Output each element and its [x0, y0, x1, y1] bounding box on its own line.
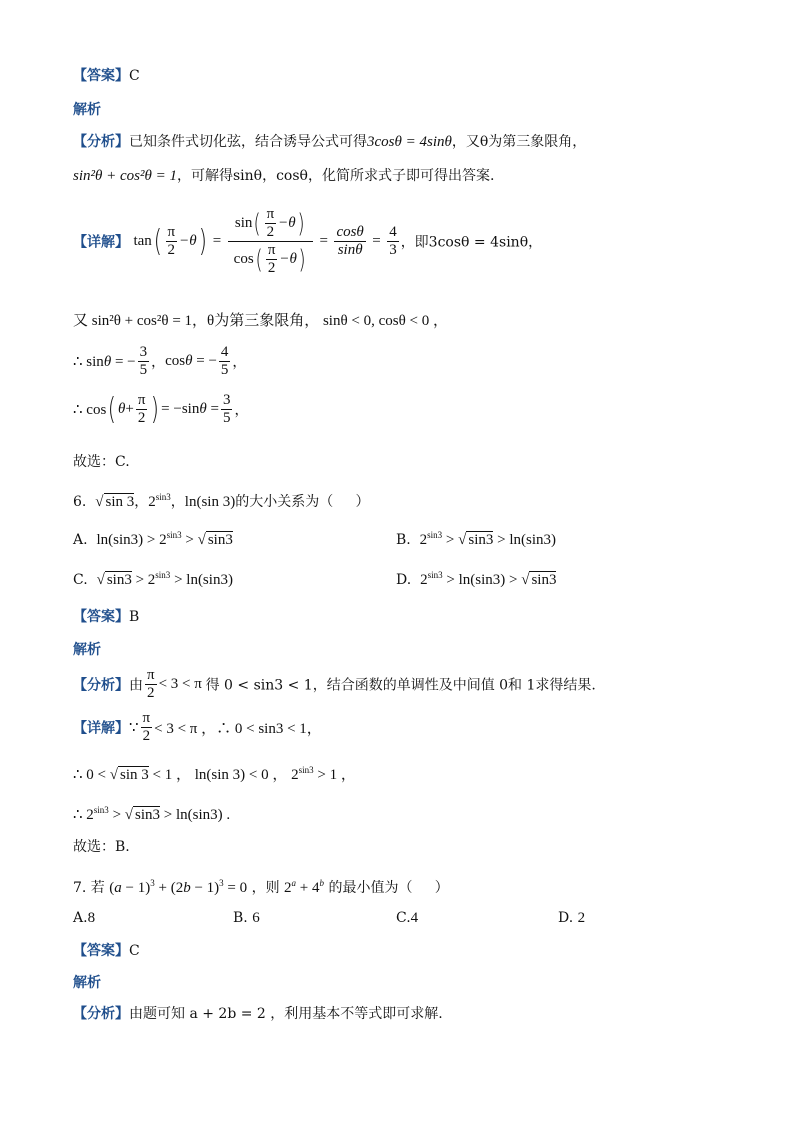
q6-option-c[interactable]: C. √ $\sin 3 > 2^{sin3} > \ln(\sin 3)$ [73, 570, 233, 588]
q5-analysis-line1 [73, 132, 586, 152]
q6-option-b[interactable]: B. $2^{sin3}$ > √ sin3 > ln(sin3) [396, 530, 557, 548]
q7-option-b[interactable] [233, 910, 260, 927]
q7-option-b-letter: B. [233, 910, 248, 926]
analysis-heading: 解析 [73, 102, 101, 118]
q7-option-a-letter: A. [73, 910, 88, 926]
q7-option-b-text: 6 [252, 910, 260, 926]
analyze-label: 【分析】 [73, 1006, 129, 1022]
q5-result-line: ∴ cos( θ+ $\frac{\pi}{2}$ ) = −sinθ = $\frac{3}{5}$ ， [73, 392, 249, 427]
analysis-heading: 解析 [73, 642, 101, 658]
q5-answer-line [73, 66, 140, 86]
q5-analysis-heading [73, 100, 101, 120]
q6-option-d-letter: D. [396, 572, 412, 588]
q6-option-a[interactable]: A. $\ln(\sin 3) > 2^{sin3}$ > √ sin3 [73, 530, 233, 548]
q7-option-a[interactable] [73, 910, 95, 927]
q5-detail-line: 【详解】 tan( $\frac{\pi}{2}$ −θ) = sin( $\frac{\pi}{2}$ −θ) cos( $\frac{\pi}{2}$ −θ) = $\frac{\cos\theta}{\sin\theta}$ = $\frac{4}{3}$ ，即3cosθ = 4sinθ， [73, 206, 543, 276]
analyze-label: 【分析】 [73, 677, 129, 694]
q7-analysis-line [73, 1004, 443, 1024]
q6-line3: ∴ $2^{sin3}$ > √ sin3 > ln(sin3) . [73, 805, 231, 823]
q5-analysis-text-1: 已知条件式切化弦，结合诱导公式可得 [129, 134, 367, 150]
q7-option-c[interactable] [396, 910, 418, 927]
q7-option-d-letter: D. [558, 910, 574, 926]
q7-option-d[interactable] [558, 910, 585, 927]
q5-analysis-text-2: ，又θ为第三象限角， [451, 134, 587, 150]
q6-detail-text: < 3 < π ，∴ 0 < sin3 < 1， [154, 721, 322, 737]
q7-stem: 7. 若 $(a - 1)^3 + (2b - 1)^3 = 0$ ，则 $2^a + 4^b$ 的最小值为（ ） [73, 878, 449, 896]
q7-option-c-letter: C. [396, 910, 411, 926]
q6-option-d[interactable]: D. $2^{sin3} > \ln(\sin 3)$ > √ sin3 [396, 570, 557, 588]
q5-again-text: 又 sin²θ + cos²θ = 1，θ为第三象限角， sinθ < 0, cosθ < 0 ， [73, 313, 449, 329]
q5-answer: C [129, 68, 140, 84]
q7-option-d-text: 2 [577, 910, 586, 926]
answer-label: 【答案】 [73, 943, 129, 959]
q5-analysis-math-1: 3cosθ = 4sinθ [367, 134, 452, 150]
q6-stem: 6. √ sin 3，$2^{sin3}$，ln(sin 3)的大小关系为（ ） [73, 492, 370, 510]
answer-label: 【答案】 [73, 609, 129, 625]
q6-conclusion [73, 837, 130, 857]
q5-analysis-line2-math: sin²θ + cos²θ = 1 [73, 168, 177, 184]
q7-answer: C [129, 943, 140, 959]
q6-option-b-letter: B. [396, 532, 411, 548]
q6-analysis-text: 得 0 < sin3 < 1，结合函数的单调性及中间值 0和 1求得结果. [205, 677, 596, 694]
detail-label: 【详解】 [73, 234, 129, 251]
q6-answer: B [129, 609, 140, 625]
q6-analysis-line: 【分析】由 $\frac{\pi}{2}$ < 3 < π 得 0 < sin3 < 1，结合函数的单调性及中间值 0和 1求得结果. [73, 667, 596, 701]
analysis-heading: 解析 [73, 975, 101, 991]
q5-analysis-line2-text: ，可解得sinθ，cosθ，化简所求式子即可得出答案. [176, 168, 495, 184]
q6-analysis-heading [73, 640, 101, 660]
q5-detail-after: ，即3cosθ = 4sinθ， [400, 234, 543, 251]
q5-conclusion-text: 故选：C. [73, 454, 130, 470]
q6-option-c-letter: C. [73, 572, 88, 588]
q6-answer-line [73, 607, 139, 627]
q7-analysis-text: 由题可知 a + 2b = 2 ，利用基本不等式即可求解. [129, 1006, 443, 1022]
answer-label: 【答案】 [73, 68, 129, 84]
q6-option-a-letter: A. [73, 532, 88, 548]
q6-conclusion-text: 故选：B. [73, 839, 130, 855]
q5-line-again [73, 311, 448, 331]
q7-option-c-text: 4 [410, 910, 419, 926]
q7-option-a-text: 8 [87, 910, 96, 926]
analyze-label: 【分析】 [73, 134, 129, 150]
q7-analysis-heading [73, 973, 101, 993]
q5-analysis-line2 [73, 166, 494, 186]
detail-label: 【详解】 [73, 720, 129, 737]
q5-conclusion [73, 452, 130, 472]
q7-answer-line [73, 941, 140, 961]
q5-sin-cos-values: ∴ sinθ = − $\frac{3}{5}$ ，cosθ = − $\frac{4}{5}$ ， [73, 344, 247, 378]
q6-detail-line: 【详解】∵ $\frac{\pi}{2}$ < 3 < π ，∴ 0 < sin3 < 1， [73, 710, 322, 744]
q6-line2: ∴ 0 < √ sin 3 < 1 ， ln(sin 3) < 0 ， $2^{sin3} > 1$ ， [73, 765, 356, 783]
